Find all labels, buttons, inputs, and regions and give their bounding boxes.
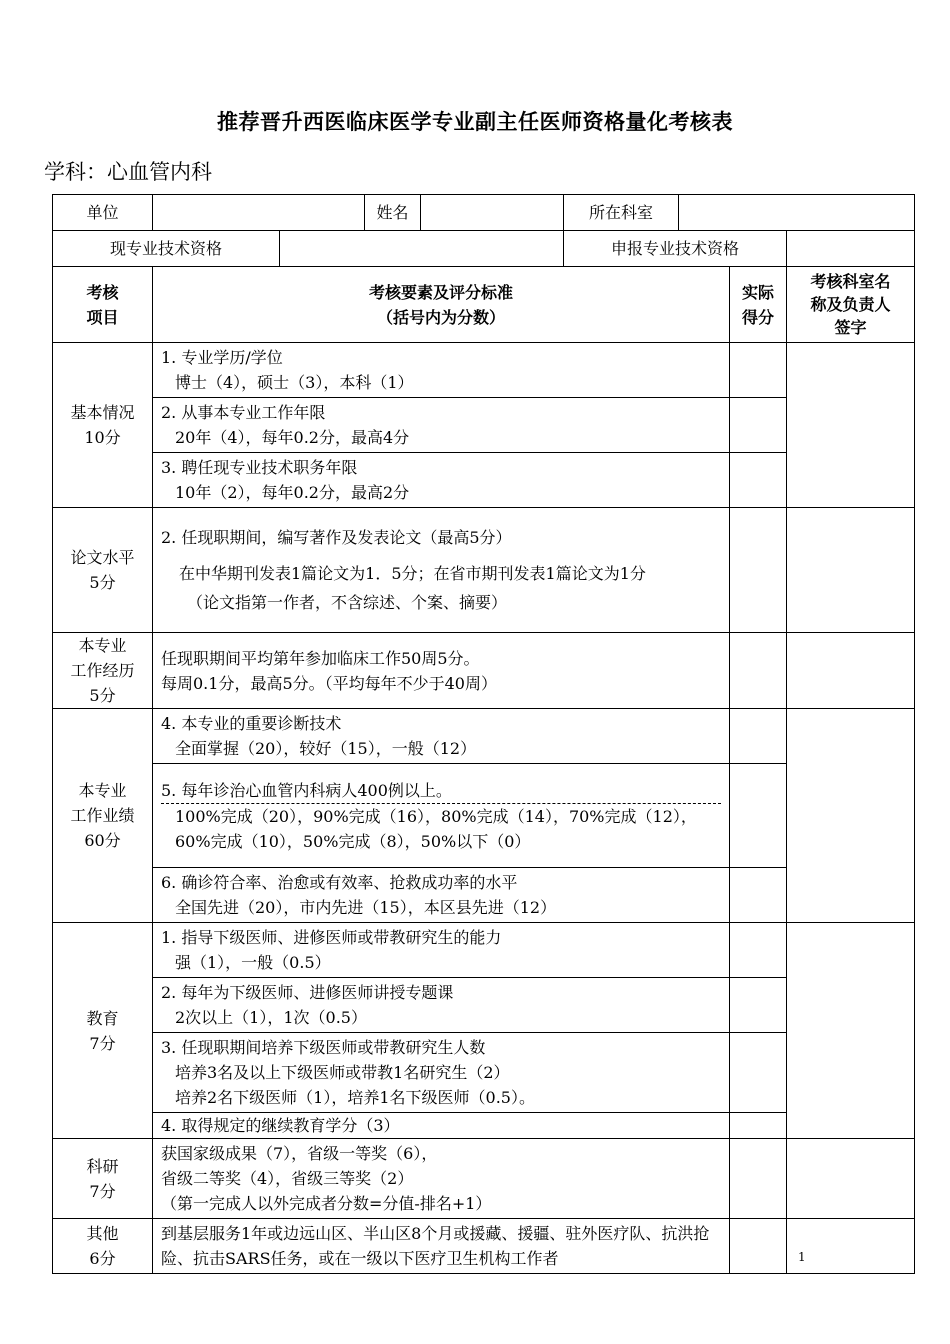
table-row [53,343,915,398]
name-value[interactable] [421,195,564,231]
sign-cell[interactable] [787,633,915,709]
criteria-cell: 5. 每年诊治心血管内科病人400例以上。 100%完成（20），90%完成（16），80%完成（14），70%完成（12）， 60%完成（10），50%完成（8），50%以下（0） [153,764,730,868]
table-row [53,398,915,453]
score-cell[interactable] [730,709,787,764]
header-row-2 [53,231,915,267]
score-cell[interactable] [730,978,787,1033]
score-cell[interactable] [730,1219,787,1274]
criteria-cell: 1. 指导下级医师、进修医师或带教研究生的能力 强（1），一般（0.5） [153,923,730,978]
sign-cell[interactable] [787,343,915,508]
sign-cell[interactable] [787,1219,915,1274]
sign-cell[interactable] [787,508,915,633]
current-qualification-value[interactable] [280,231,564,267]
item-column-header: 考核 项目 [53,267,153,343]
score-cell[interactable] [730,398,787,453]
table-row [53,508,915,633]
score-cell[interactable] [730,343,787,398]
table-row [53,764,915,868]
unit-label: 单位 [53,195,153,231]
paper-item-cell: 论文水平 5分 [53,508,153,633]
unit-value[interactable] [153,195,365,231]
header-row-1 [53,195,915,231]
criteria-cell: 2. 任现职期间，编写著作及发表论文（最高5分） 在中华期刊发表1篇论文为1．5分；在省市期刊发表1篇论文为1分 （论文指第一作者，不含综述、个案、摘要） [153,508,730,633]
criteria-cell: 到基层服务1年或边远山区、半山区8个月或援藏、援疆、驻外医疗队、抗洪抢险、抗击SARS任务，或在一级以下医疗卫生机构工作者 [153,1219,730,1274]
score-cell[interactable] [730,633,787,709]
current-qualification-label: 现专业技术资格 [53,231,280,267]
table-row [53,453,915,508]
page-number: 1 [798,1250,806,1264]
table-row [53,1219,915,1274]
subject-label: 学科：心血管内科 [44,160,212,184]
criteria-cell: 6. 确诊符合率、治愈或有效率、抢救成功率的水平 全国先进（20），市内先进（15），本区县先进（12） [153,868,730,923]
sign-cell[interactable] [787,1139,915,1219]
dept-value[interactable] [679,195,915,231]
assessment-table [52,194,915,1274]
score-cell[interactable] [730,1139,787,1219]
performance-item-cell: 本专业 工作业绩 60分 [53,709,153,923]
table-row [53,978,915,1033]
score-cell[interactable] [730,508,787,633]
criteria-cell: 3. 聘任现专业技术职务年限 10年（2），每年0.2分，最高2分 [153,453,730,508]
sign-column-header: 考核科室名 称及负责人 签字 [787,267,915,343]
table-row [53,1113,915,1139]
dept-label: 所在科室 [564,195,679,231]
criteria-cell: 4. 本专业的重要诊断技术 全面掌握（20），较好（15），一般（12） [153,709,730,764]
criteria-cell: 3. 任现职期间培养下级医师或带教研究生人数 培养3名及以上下级医师或带教1名研究生（2） 培养2名下级医师（1），培养1名下级医师（0.5）。 [153,1033,730,1113]
criteria-column-header: 考核要素及评分标准 （括号内为分数） [153,267,730,343]
other-item-cell: 其他 6分 [53,1219,153,1274]
name-label: 姓名 [365,195,421,231]
score-cell[interactable] [730,1033,787,1113]
table-row [53,1033,915,1113]
sign-cell[interactable] [787,923,915,1139]
table-row [53,633,915,709]
score-cell[interactable] [730,453,787,508]
criteria-cell: 1. 专业学历/学位 博士（4），硕士（3），本科（1） [153,343,730,398]
education-item-cell: 教育 7分 [53,923,153,1139]
criteria-cell: 任现职期间平均第年参加临床工作50周5分。 每周0.1分，最高5分。（平均每年不少于40周） [153,633,730,709]
table-row [53,1139,915,1219]
criteria-cell: 2. 每年为下级医师、进修医师讲授专题课 2次以上（1），1次（0.5） [153,978,730,1033]
experience-item-cell: 本专业 工作经历 5分 [53,633,153,709]
apply-qualification-value[interactable] [787,231,915,267]
score-cell[interactable] [730,1113,787,1139]
document-title: 推荐晋升西医临床医学专业副主任医师资格量化考核表 [217,109,733,134]
basic-item-cell: 基本情况 10分 [53,343,153,508]
column-header-row [53,267,915,343]
table-row [53,709,915,764]
score-cell[interactable] [730,868,787,923]
apply-qualification-label: 申报专业技术资格 [564,231,787,267]
table-row [53,868,915,923]
research-item-cell: 科研 7分 [53,1139,153,1219]
criteria-cell: 获国家级成果（7），省级一等奖（6）， 省级二等奖（4），省级三等奖（2） （第一完成人以外完成者分数=分值-排名+1） [153,1139,730,1219]
criteria-cell: 4. 取得规定的继续教育学分（3） [153,1113,730,1139]
table-row [53,923,915,978]
criteria-cell: 2. 从事本专业工作年限 20年（4），每年0.2分，最高4分 [153,398,730,453]
sign-cell[interactable] [787,709,915,923]
score-column-header: 实际 得分 [730,267,787,343]
score-cell[interactable] [730,923,787,978]
score-cell[interactable] [730,764,787,868]
